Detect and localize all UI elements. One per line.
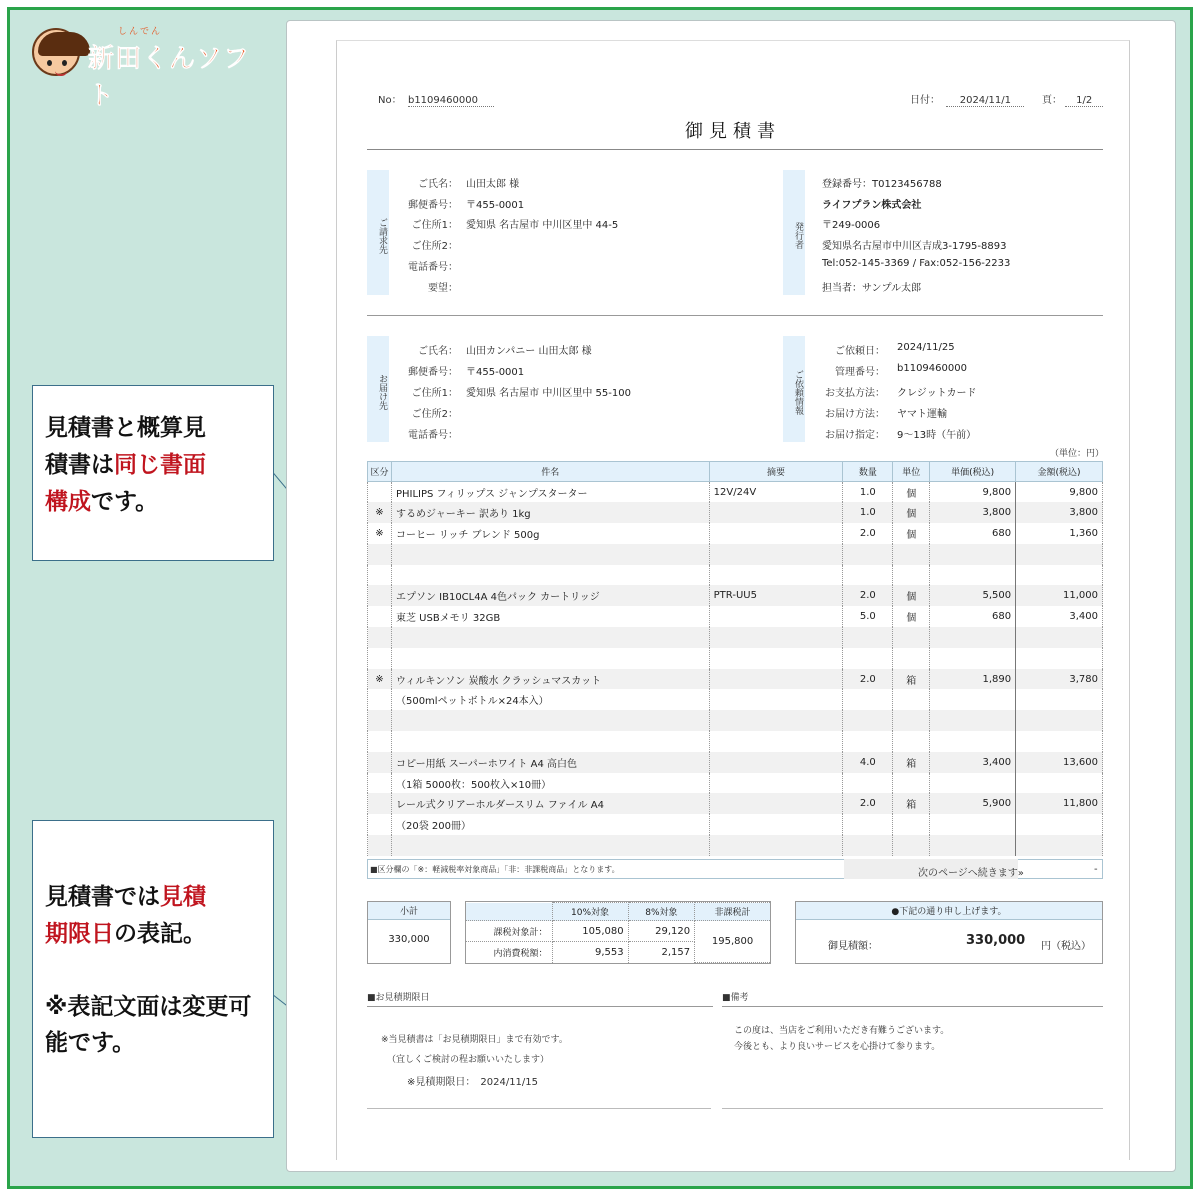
total-value: 330,000 <box>966 933 1026 948</box>
table-cell <box>709 752 843 773</box>
table-cell: 1,360 <box>1016 523 1103 544</box>
table-cell <box>1016 814 1103 835</box>
table-cell: ※ <box>368 669 392 690</box>
unit-note: （単位：円） <box>1050 449 1105 459</box>
tax-row-label: 課税対象計： <box>466 921 552 942</box>
order-info-value: 2024/11/25 <box>897 342 955 353</box>
delivery-value: 〒455-0001 <box>466 367 525 378</box>
table-cell <box>709 710 843 731</box>
table-cell: 3,400 <box>1016 606 1103 627</box>
column-header: 数量 <box>843 462 893 482</box>
order-info-value: ヤマト運輸 <box>897 409 947 420</box>
table-cell <box>1016 648 1103 669</box>
table-cell <box>368 793 392 814</box>
order-info-value: b1109460000 <box>897 363 967 374</box>
table-footnote: ■区分欄の「※：軽減税率対象商品」「非：非課税商品」となります。 <box>370 865 620 874</box>
table-header-row <box>368 462 1103 482</box>
order-info-label: お届け方法： <box>825 409 885 420</box>
delivery-label: 郵便番号： <box>408 367 458 378</box>
expiry-section <box>367 990 713 1088</box>
order-info-value: クレジットカード <box>897 388 977 399</box>
tax-value: 9,553 <box>552 942 628 963</box>
tax-value: 2,157 <box>628 942 695 963</box>
total-head: ●下記の通り申し上げます。 <box>796 902 1102 920</box>
subtotal-box <box>367 901 451 964</box>
table-cell <box>368 689 392 710</box>
table-cell: 2.0 <box>843 523 893 544</box>
table-cell: PTR-UU5 <box>709 585 843 606</box>
table-cell: 箱 <box>893 752 930 773</box>
note2-text-c: ※表記文面は変更可能です。 <box>45 993 252 1057</box>
issuer-line: Tel:052-145-3369 / Fax:052-156-2233 <box>822 258 1011 269</box>
table-cell <box>709 544 843 565</box>
estimate-no: No： b1109460000 <box>378 91 494 107</box>
remarks-title: ■備考 <box>722 990 1103 1007</box>
total-unit: 円（税込） <box>1041 941 1091 952</box>
table-cell: （1箱 5000枚：500枚入×10冊） <box>391 773 709 794</box>
table-cell: PHILIPS フィリップス ジャンプスターター <box>391 482 709 503</box>
subtotal-value: 330,000 <box>388 934 430 945</box>
table-cell: ※ <box>368 502 392 523</box>
table-cell: 1.0 <box>843 502 893 523</box>
table-cell <box>893 835 930 856</box>
table-cell <box>893 689 930 710</box>
table-cell: 箱 <box>893 669 930 690</box>
table-cell <box>368 773 392 794</box>
tax-header-8: 8%対象 <box>628 903 695 921</box>
expiry-line-1: ※当見積書は「お見積期限日」まで有効です。 <box>381 1035 568 1045</box>
table-cell <box>709 689 843 710</box>
billing-label: 郵便番号： <box>408 200 458 211</box>
table-cell: 680 <box>930 523 1016 544</box>
table-cell <box>930 731 1016 752</box>
table-cell: （20袋 200冊） <box>391 814 709 835</box>
callout-note-2 <box>32 820 274 1138</box>
tax-exempt-value: 195,800 <box>695 921 770 963</box>
table-row <box>368 731 1103 752</box>
total-box <box>795 901 1103 964</box>
table-cell: ※ <box>368 523 392 544</box>
table-cell <box>391 627 709 648</box>
footer-dash: - <box>1094 864 1098 875</box>
table-cell <box>893 627 930 648</box>
table-row <box>368 793 1103 814</box>
tax-row-label: 内消費税額： <box>466 942 552 963</box>
table-cell <box>368 835 392 856</box>
next-page-text: 次のページへ続きます» <box>918 868 1024 879</box>
expiry-line-3: ※見積期限日： 2024/11/15 <box>407 1077 539 1088</box>
table-cell <box>368 482 392 503</box>
table-row <box>368 523 1103 544</box>
table-row <box>368 835 1103 856</box>
remarks-line-1: この度は、当店をご利用いただき有難うございます。 <box>734 1026 950 1036</box>
table-cell: 680 <box>930 606 1016 627</box>
logo <box>26 22 276 111</box>
table-cell: 東芝 USBメモリ 32GB <box>391 606 709 627</box>
table-cell <box>368 814 392 835</box>
table-cell <box>843 773 893 794</box>
table-row <box>368 565 1103 586</box>
table-cell: 1,890 <box>930 669 1016 690</box>
billing-value: 山田太郎 様 <box>466 179 520 190</box>
table-row <box>368 544 1103 565</box>
table-row <box>368 669 1103 690</box>
table-cell <box>391 835 709 856</box>
table-cell: 2.0 <box>843 793 893 814</box>
table-cell <box>1016 773 1103 794</box>
order-info-label: お届け指定： <box>825 430 885 441</box>
table-cell <box>1016 565 1103 586</box>
issuer-line: 登録番号：T0123456788 <box>822 179 942 190</box>
billing-label: 電話番号： <box>408 262 458 273</box>
table-cell: 4.0 <box>843 752 893 773</box>
table-cell: 3,800 <box>930 502 1016 523</box>
table-cell <box>368 606 392 627</box>
table-cell: 9,800 <box>930 482 1016 503</box>
table-row <box>368 814 1103 835</box>
table-row <box>368 773 1103 794</box>
table-cell <box>843 835 893 856</box>
billing-label: ご住所1： <box>411 220 458 231</box>
table-cell <box>709 502 843 523</box>
table-cell <box>843 627 893 648</box>
column-header: 摘要 <box>709 462 843 482</box>
note1-highlight-a: 同じ書面 <box>114 451 206 478</box>
table-cell: レール式クリアーホルダースリム ファイル A4 <box>391 793 709 814</box>
table-cell: （500mlペットボトル×24本入） <box>391 689 709 710</box>
table-cell: 12V/24V <box>709 482 843 503</box>
table-cell <box>368 731 392 752</box>
table-cell <box>930 627 1016 648</box>
total-label: 御見積額： <box>828 941 878 952</box>
table-cell <box>368 752 392 773</box>
page-title: 御見積書 <box>685 121 781 142</box>
table-row <box>368 585 1103 606</box>
table-cell <box>391 565 709 586</box>
table-cell: 3,800 <box>1016 502 1103 523</box>
note2-highlight-b: 期限日 <box>45 920 114 947</box>
table-cell <box>930 814 1016 835</box>
table-cell <box>1016 627 1103 648</box>
issuer-line: 愛知県名古屋市中川区吉成3-1795-8893 <box>822 241 1007 252</box>
table-cell <box>368 627 392 648</box>
order-info-label: お支払方法： <box>825 388 885 399</box>
items-table <box>367 461 1103 856</box>
table-cell: 個 <box>893 502 930 523</box>
table-cell <box>893 773 930 794</box>
table-cell <box>930 773 1016 794</box>
delivery-value: 愛知県 名古屋市 中川区里中 55-100 <box>466 388 631 399</box>
billing-label: ご氏名： <box>418 179 458 190</box>
order-info-value: 9～13時（午前） <box>897 430 977 441</box>
title-divider <box>367 149 1103 150</box>
delivery-label: ご住所1： <box>411 388 458 399</box>
table-row <box>368 710 1103 731</box>
table-cell: 個 <box>893 482 930 503</box>
logo-ruby: しんでん <box>118 27 163 37</box>
table-cell <box>709 606 843 627</box>
table-cell: 2.0 <box>843 585 893 606</box>
table-cell <box>368 710 392 731</box>
table-cell <box>709 731 843 752</box>
table-cell: 11,000 <box>1016 585 1103 606</box>
table-cell <box>843 710 893 731</box>
table-cell: 個 <box>893 585 930 606</box>
table-cell: 3,400 <box>930 752 1016 773</box>
table-cell <box>1016 689 1103 710</box>
issuer-line: 〒249-0006 <box>822 220 881 231</box>
table-cell: 13,600 <box>1016 752 1103 773</box>
table-cell: 3,780 <box>1016 669 1103 690</box>
table-cell <box>843 544 893 565</box>
table-cell <box>709 773 843 794</box>
table-cell <box>709 793 843 814</box>
table-cell <box>930 710 1016 731</box>
table-cell: エプソン IB10CL4A 4色パック カートリッジ <box>391 585 709 606</box>
table-cell <box>843 814 893 835</box>
table-cell <box>391 731 709 752</box>
tax-box <box>465 901 771 964</box>
table-cell <box>930 648 1016 669</box>
mascot-face-icon <box>32 28 80 76</box>
table-cell <box>1016 731 1103 752</box>
table-row <box>368 606 1103 627</box>
tax-value: 105,080 <box>552 921 628 942</box>
note1-text-a: 見積書と概算見 <box>45 415 206 441</box>
issuer-company: ライフプラン株式会社 <box>822 200 922 211</box>
table-cell <box>368 565 392 586</box>
table-cell <box>893 648 930 669</box>
table-cell <box>368 648 392 669</box>
delivery-value: 山田カンパニー 山田太郎 様 <box>466 346 592 357</box>
table-cell <box>893 565 930 586</box>
column-header: 単価(税込) <box>930 462 1016 482</box>
table-cell: 箱 <box>893 793 930 814</box>
table-cell <box>368 585 392 606</box>
table-cell <box>1016 710 1103 731</box>
table-cell <box>843 689 893 710</box>
table-cell <box>709 648 843 669</box>
note1-text-c: です。 <box>91 488 159 515</box>
billing-value: 〒455-0001 <box>466 200 525 211</box>
table-cell: 2.0 <box>843 669 893 690</box>
issuer-side-label: 発行者 <box>783 170 805 295</box>
column-header: 件名 <box>391 462 709 482</box>
table-row <box>368 752 1103 773</box>
billing-value: 愛知県 名古屋市 中川区里中 44-5 <box>466 220 619 231</box>
table-cell <box>709 523 843 544</box>
table-cell: 5,900 <box>930 793 1016 814</box>
table-cell: 5.0 <box>843 606 893 627</box>
issuer-line: 担当者：サンプル太郎 <box>822 283 922 294</box>
table-cell <box>709 565 843 586</box>
note2-text-b: の表記。 <box>114 920 206 947</box>
table-cell <box>709 669 843 690</box>
table-cell: 9,800 <box>1016 482 1103 503</box>
table-cell <box>391 648 709 669</box>
column-header: 金額(税込) <box>1016 462 1103 482</box>
table-cell: コピー用紙 スーパーホワイト A4 高白色 <box>391 752 709 773</box>
table-row <box>368 689 1103 710</box>
estimate-date: 日付： 2024/11/1 <box>910 91 1024 107</box>
note2-highlight-a: 見積 <box>160 884 206 910</box>
billing-label: 要望： <box>428 283 458 294</box>
table-cell <box>843 565 893 586</box>
expiry-title: ■お見積期限日 <box>367 990 713 1007</box>
table-cell <box>1016 835 1103 856</box>
table-cell <box>930 565 1016 586</box>
remarks-section <box>722 990 1103 1052</box>
delivery-label: ご住所2： <box>411 409 458 420</box>
table-cell <box>843 648 893 669</box>
column-header: 区分 <box>368 462 392 482</box>
table-cell <box>391 544 709 565</box>
table-cell <box>709 627 843 648</box>
table-row <box>368 482 1103 503</box>
delivery-label: 電話番号： <box>408 430 458 441</box>
table-cell <box>930 544 1016 565</box>
delivery-side-label: お届け先 <box>367 336 389 442</box>
tax-header-10: 10%対象 <box>552 903 628 921</box>
note1-highlight-b: 構成 <box>45 488 91 515</box>
column-header: 単位 <box>893 462 930 482</box>
order-info-label: ご依頼日： <box>835 346 885 357</box>
table-cell: 1.0 <box>843 482 893 503</box>
remarks-line-2: 今後とも、より良いサービスを心掛けて参ります。 <box>734 1042 941 1052</box>
table-cell <box>893 544 930 565</box>
table-row <box>368 627 1103 648</box>
delivery-label: ご氏名： <box>418 346 458 357</box>
table-cell: ウィルキンソン 炭酸水 クラッシュマスカット <box>391 669 709 690</box>
table-row <box>368 502 1103 523</box>
table-cell <box>893 814 930 835</box>
table-cell: 5,500 <box>930 585 1016 606</box>
tax-header-exempt: 非課税計 <box>695 903 770 921</box>
billing-side-label: ご請求先 <box>367 170 389 295</box>
table-cell <box>709 814 843 835</box>
note1-text-b: 積書は <box>45 451 114 478</box>
order-info-side-label: ご依頼情報 <box>783 336 805 442</box>
estimate-page: 頁： 1/2 <box>1042 91 1103 107</box>
table-cell: 個 <box>893 523 930 544</box>
tax-value: 29,120 <box>628 921 695 942</box>
table-cell: 個 <box>893 606 930 627</box>
table-cell <box>843 731 893 752</box>
logo-text: 新田くんソフト <box>88 44 251 111</box>
table-cell: 11,800 <box>1016 793 1103 814</box>
table-cell <box>930 689 1016 710</box>
table-cell <box>893 731 930 752</box>
table-cell <box>709 835 843 856</box>
callout-note-1 <box>32 385 274 561</box>
expiry-line-2: （宜しくご検討の程お願いいたします） <box>387 1055 550 1065</box>
order-info-label: 管理番号： <box>835 367 885 378</box>
table-cell <box>368 544 392 565</box>
table-row <box>368 648 1103 669</box>
table-cell: コーヒー リッチ ブレンド 500g <box>391 523 709 544</box>
table-cell <box>893 710 930 731</box>
note2-text-a: 見積書では <box>45 884 160 910</box>
billing-label: ご住所2： <box>411 241 458 252</box>
subtotal-label: 小計 <box>368 902 450 920</box>
table-cell <box>391 710 709 731</box>
table-cell <box>930 835 1016 856</box>
table-cell: するめジャーキー 訳あり 1kg <box>391 502 709 523</box>
table-cell <box>1016 544 1103 565</box>
section-divider <box>367 315 1103 316</box>
